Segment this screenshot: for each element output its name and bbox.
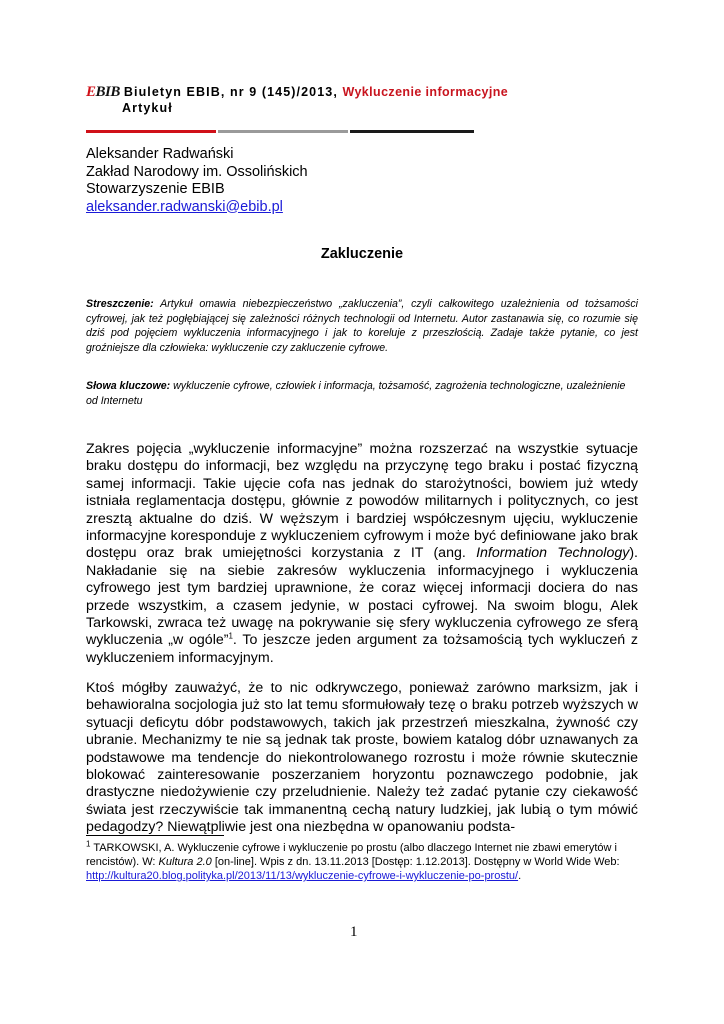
footnote-number: 1	[86, 839, 91, 849]
abstract	[86, 297, 638, 355]
issue-topic: Wykluczenie informacyjne	[342, 85, 509, 99]
keywords	[86, 379, 638, 408]
article-type: Artykuł	[122, 101, 173, 115]
header-rule-red	[86, 130, 216, 133]
footnote: $^1$ TARKOWSKI, A. Wykluczenie cyfrowe i wykluczenie po prostu (albo dlaczego Internet nie zbawi emerytów i rencistów). W: Kultura 2.0 [on-line]. Wpis z dn. 13.11.2013 [Dostęp: 1.12.2013]. Dostępny w World Wide Web: http://kultura20.blog.polityka.pl/2013/11/13/wykluczenie-cyfrowe-i-wykluczenie-po-prostu/.	[86, 839, 620, 882]
abstract-text: Artykuł omawia niebezpieczeństwo „zakluczenia”, czyli całkowitego uzależnienia od tożsamości cyfrowej, jak też pogłębiającej się zależności różnych technologii od Internetu. Autor zastanawia się, co rozumie się dziś pod pojęciem wykluczenia informacyjnego i jak to koreluje z przeszłością. Zadaje także pytanie, co jest groźniejsze dla człowieka: wykluczenie czy zakluczenie cyfrowe.	[86, 298, 638, 354]
abstract-label: Streszczenie:	[86, 298, 154, 310]
author-email-link[interactable]: aleksander.radwanski@ebib.pl	[86, 198, 283, 215]
footnote-link[interactable]: http://kultura20.blog.polityka.pl/2013/11/13/wykluczenie-cyfrowe-i-wykluczenie-po-prostu/	[86, 870, 519, 882]
journal-issue: Biuletyn EBIB, nr 9 (145)/2013,	[123, 85, 338, 99]
author-affiliation-1: Zakład Narodowy im. Ossolińskich	[86, 163, 308, 180]
page-number: 1	[350, 924, 358, 940]
keywords-text: wykluczenie cyfrowe, człowiek i informacja, tożsamość, zagrożenia technologiczne, uzależnienie od Internetu	[86, 380, 626, 407]
body-paragraph-2: Ktoś mógłby zauważyć, że to nic odkrywczego, ponieważ zarówno marksizm, jak i behawioralna socjologia już sto lat temu sformułowały tezę o braku potrzeb wyższych w sytuacji deficytu dóbr podstawowych, takich jak przestrzeń mieszkalna, żywność czy ubranie. Mechanizmy te nie są jednak tak proste, bowiem katalog dóbr uznawanych za podstawowe ma tendencje do niekontrolowanego rozrostu i może równie skutecznie blokować zainteresowanie poszerzaniem horyzontu poznawczego podobnie, jak drastyczne niedożywienie czy przeludnienie. Należy też zadać pytanie czy ciekawość świata jest rzeczywiście tak immanentną cechą natury ludzkiej, jak lubią o tym mówić pedagodzy? Niewątpliwie jest ona niezbędna w opanowaniu podsta-	[86, 680, 638, 836]
body-paragraph-1: Zakres pojęcia „wykluczenie informacyjne” można rozszerzać na wszystkie sytuacje braku dostępu do informacji, bez względu na przyczynę tego braku i postać fizyczną samej informacji. Takie ujęcie cofa nas jednak do starożytności, bowiem już wtedy istniała reglamentacja dostępu, głównie z powodów militarnych i politycznych, co jest zresztą aktualne do dziś. W węższym i bardziej współczesnym ujęciu, wykluczenie informacyjne koresponduje z wykluczeniem cyfrowym i może być definiowane jako brak dostępu oraz brak umiejętności korzystania z IT (ang. Information Technology). Nakładanie się na siebie zakresów wykluczenia informacyjnego i wykluczenia cyfrowego jest tym bardziej uprawnione, że coraz więcej informacji dociera do nas przede wszystkim, a czasem jedynie, w postaci cyfrowej. Na swoim blogu, Alek Tarkowski, zwraca też uwagę na pokrywanie się sfery wykluczenia cyfrowego ze sferą wykluczenia „w ogóle”$^1$. To jeszcze jeden argument za tożsamością tych wykluczeń z wykluczeniem informacyjnym.	[86, 441, 638, 666]
italic-term: Information Technology	[476, 545, 630, 562]
ebib-logo: EBIB	[86, 84, 120, 100]
author-name: Aleksander Radwański	[86, 146, 234, 162]
footnote-reference[interactable]: 1	[228, 631, 233, 641]
footnote-separator	[86, 835, 224, 836]
header-line-1	[86, 84, 646, 100]
article-title: Zakluczenie	[320, 246, 404, 262]
keywords-label: Słowa kluczowe:	[86, 380, 171, 392]
author-affiliation-2: Stowarzyszenie EBIB	[86, 181, 225, 197]
header-rule-black	[350, 130, 474, 133]
header-rule-gray	[218, 130, 348, 133]
author-block	[86, 146, 308, 216]
footnote-italic-title: Kultura 2.0	[158, 856, 212, 868]
journal-header	[86, 84, 646, 117]
